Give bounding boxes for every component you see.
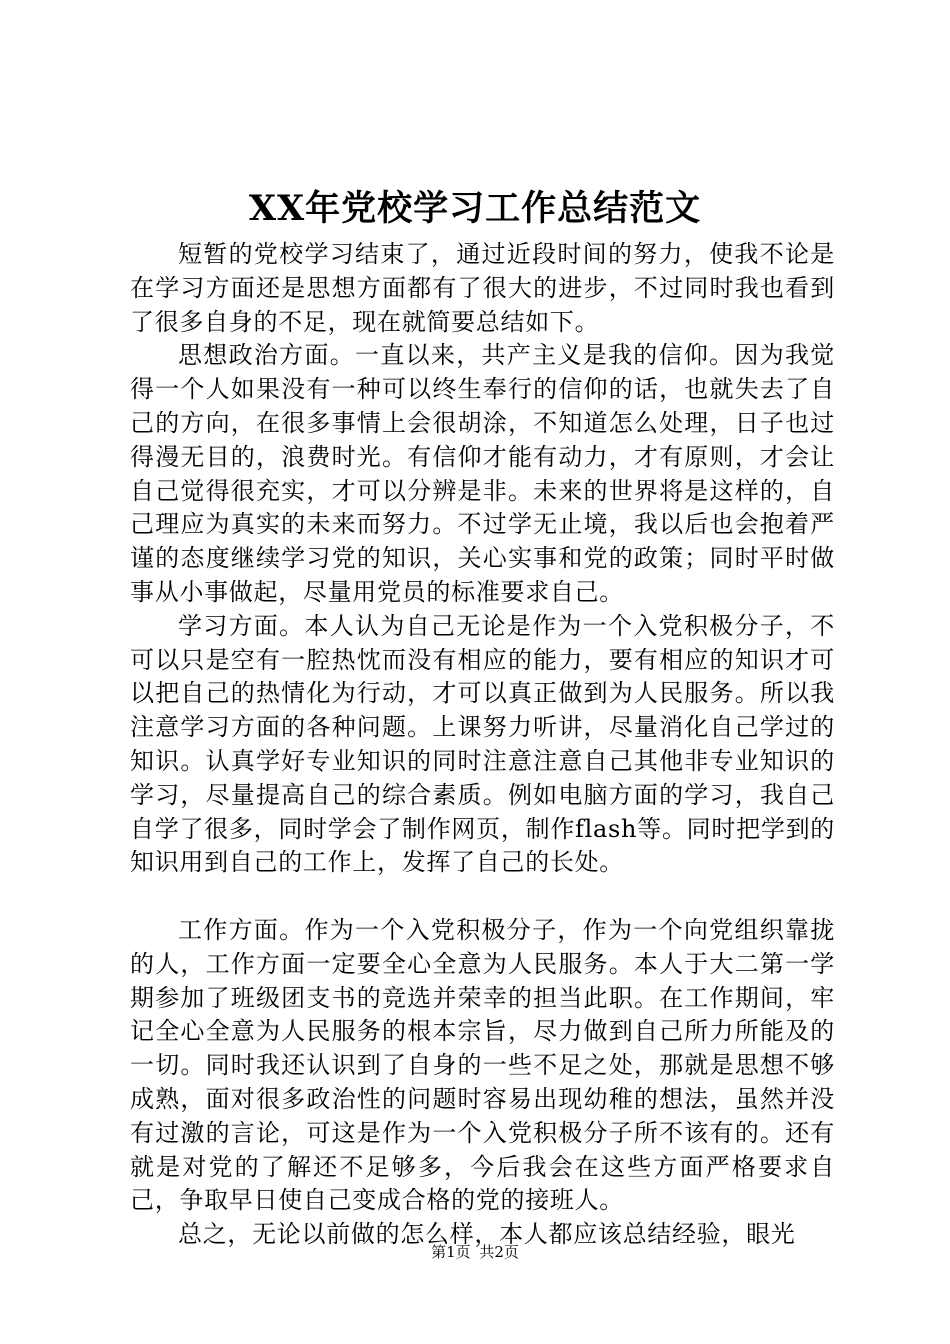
page-number: 第1页 (431, 1243, 471, 1261)
paragraph-intro: 短暂的党校学习结束了，通过近段时间的努力，使我不论是在学习方面还是思想方面都有了很大的进步，不过同时我也看到了很多自身的不足，现在就简要总结如下。 (130, 240, 835, 336)
paragraph-ideology: 思想政治方面。一直以来，共产主义是我的信仰。因为我觉得一个人如果没有一种可以终生奉行的信仰的话，也就失去了自己的方向，在很多事情上会很胡涂，不知道怎么处理，日子也过得漫无目的，浪费时光。有信仰才能有动力，才有原则，才会让自己觉得很充实，才可以分辨是非。未来的世界将是这样的，自己理应为真实的未来而努力。不过学无止境，我以后也会抱着严谨的态度继续学习党的知识，关心实事和党的政策；同时平时做事从小事做起，尽量用党员的标准要求自己。 (130, 341, 835, 606)
document-title: XX年党校学习工作总结范文 (248, 188, 702, 229)
paragraph-work: 工作方面。作为一个入党积极分子，作为一个向党组织靠拢的人，工作方面一定要全心全意为人民服务。本人于大二第一学期参加了班级团支书的竞选并荣幸的担当此职。在工作期间，牢记全心全意为人民服务的根本宗旨，尽力做到自己所力所能及的一切。同时我还认识到了自身的一些不足之处，那就是思想不够成熟，面对很多政治性的问题时容易出现幼稚的想法，虽然并没有过激的言论，可这是作为一个入党积极分子所不该有的。还有就是对党的了解还不足够多，今后我会在这些方面严格要求自己，争取早日使自己变成合格的党的接班人。 (130, 915, 835, 1215)
paragraph-study: 学习方面。本人认为自己无论是作为一个入党积极分子，不可以只是空有一腔热忱而没有相应的能力，要有相应的知识才可以把自己的热情化为行动，才可以真正做到为人民服务。所以我注意学习方面的各种问题。上课努力听讲，尽量消化自己学过的知识。认真学好专业知识的同时注意注意自己其他非专业知识的学习，尽量提高自己的综合素质。例如电脑方面的学习，我自己自学了很多，同时学会了制作网页，制作flash等。同时把学到的知识用到自己的工作上，发挥了自己的长处。 (130, 611, 835, 877)
document-body (130, 238, 835, 1252)
page-footer (0, 1242, 950, 1262)
blank-line (130, 880, 835, 914)
page-total: 共2页 (479, 1243, 519, 1261)
paragraph-summary: 总之，无论以前做的怎么样，本人都应该总结经验，眼光 (178, 1220, 796, 1249)
